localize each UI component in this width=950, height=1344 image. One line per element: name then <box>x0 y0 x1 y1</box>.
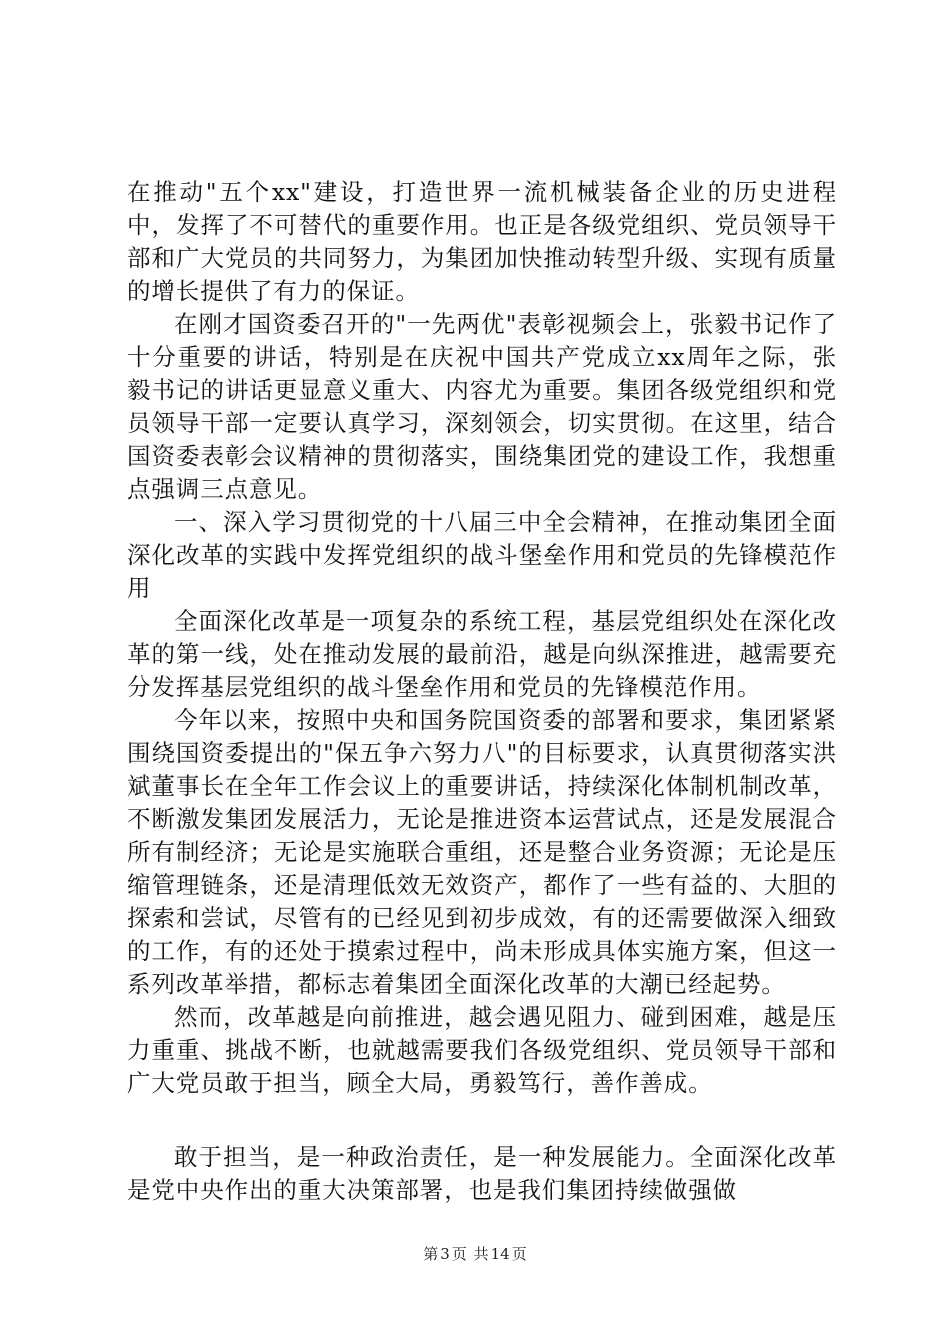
paragraph-5: 然而，改革越是向前推进，越会遇见阻力、碰到困难，越是压力重重、挑战不断，也就越需要我们各级党组织、党员领导干部和广大党员敢于担当，顾全大局，勇毅笃行，善作善成。 <box>127 1003 837 1097</box>
page-prefix: 第 <box>423 1245 439 1263</box>
section-heading-1: 一、深入学习贯彻党的十八届三中全会精神，在推动集团全面深化改革的实践中发挥党组织的战斗堡垒作用和党员的先锋模范作用 <box>127 508 837 602</box>
page-footer <box>0 1244 950 1264</box>
paragraph-2: 在刚才国资委召开的"一先两优"表彰视频会上，张毅书记作了十分重要的讲话，特别是在庆祝中国共产党成立xx周年之际，张毅书记的讲话更显意义重大、内容尤为重要。集团各级党组织和党员领导干部一定要认真学习，深刻领会，切实贯彻。在这里，结合国资委表彰会议精神的贯彻落实，围绕集团党的建设工作，我想重点强调三点意见。 <box>127 310 837 503</box>
page-suffix: 页 <box>451 1245 467 1263</box>
paragraph-3: 全面深化改革是一项复杂的系统工程，基层党组织处在深化改革的第一线，处在推动发展的最前沿，越是向纵深推进，越需要充分发挥基层党组织的战斗堡垒作用和党员的先锋模范作用。 <box>127 607 837 701</box>
current-page-number: 3 <box>440 1245 450 1263</box>
paragraph-4: 今年以来，按照中央和国务院国资委的部署和要求，集团紧紧围绕国资委提出的"保五争六努力八"的目标要求，认真贯彻落实洪斌董事长在全年工作会议上的重要讲话，持续深化体制机制改革，不断激发集团发展活力，无论是推进资本运营试点，还是发展混合所有制经济；无论是实施联合重组，还是整合业务资源；无论是压缩管理链条，还是清理低效无效资产，都作了一些有益的、大胆的探索和尝试，尽管有的已经见到初步成效，有的还需要做深入细致的工作，有的还处于摸索过程中，尚未形成具体实施方案，但这一系列改革举措，都标志着集团全面深化改革的大潮已经起势。 <box>127 706 837 998</box>
paragraph-1: 在推动"五个xx"建设，打造世界一流机械装备企业的历史进程中，发挥了不可替代的重要作用。也正是各级党组织、党员领导干部和广大党员的共同努力，为集团加快推动转型升级、实现有质量的增长提供了有力的保证。 <box>127 178 837 305</box>
total-pages-number: 14 <box>490 1245 510 1263</box>
total-prefix: 共 <box>473 1245 489 1263</box>
document-body <box>127 176 837 1207</box>
paragraph-6: 敢于担当，是一种政治责任，是一种发展能力。全面深化改革是党中央作出的重大决策部署，也是我们集团持续做强做 <box>127 1143 837 1204</box>
total-suffix: 页 <box>511 1245 527 1263</box>
